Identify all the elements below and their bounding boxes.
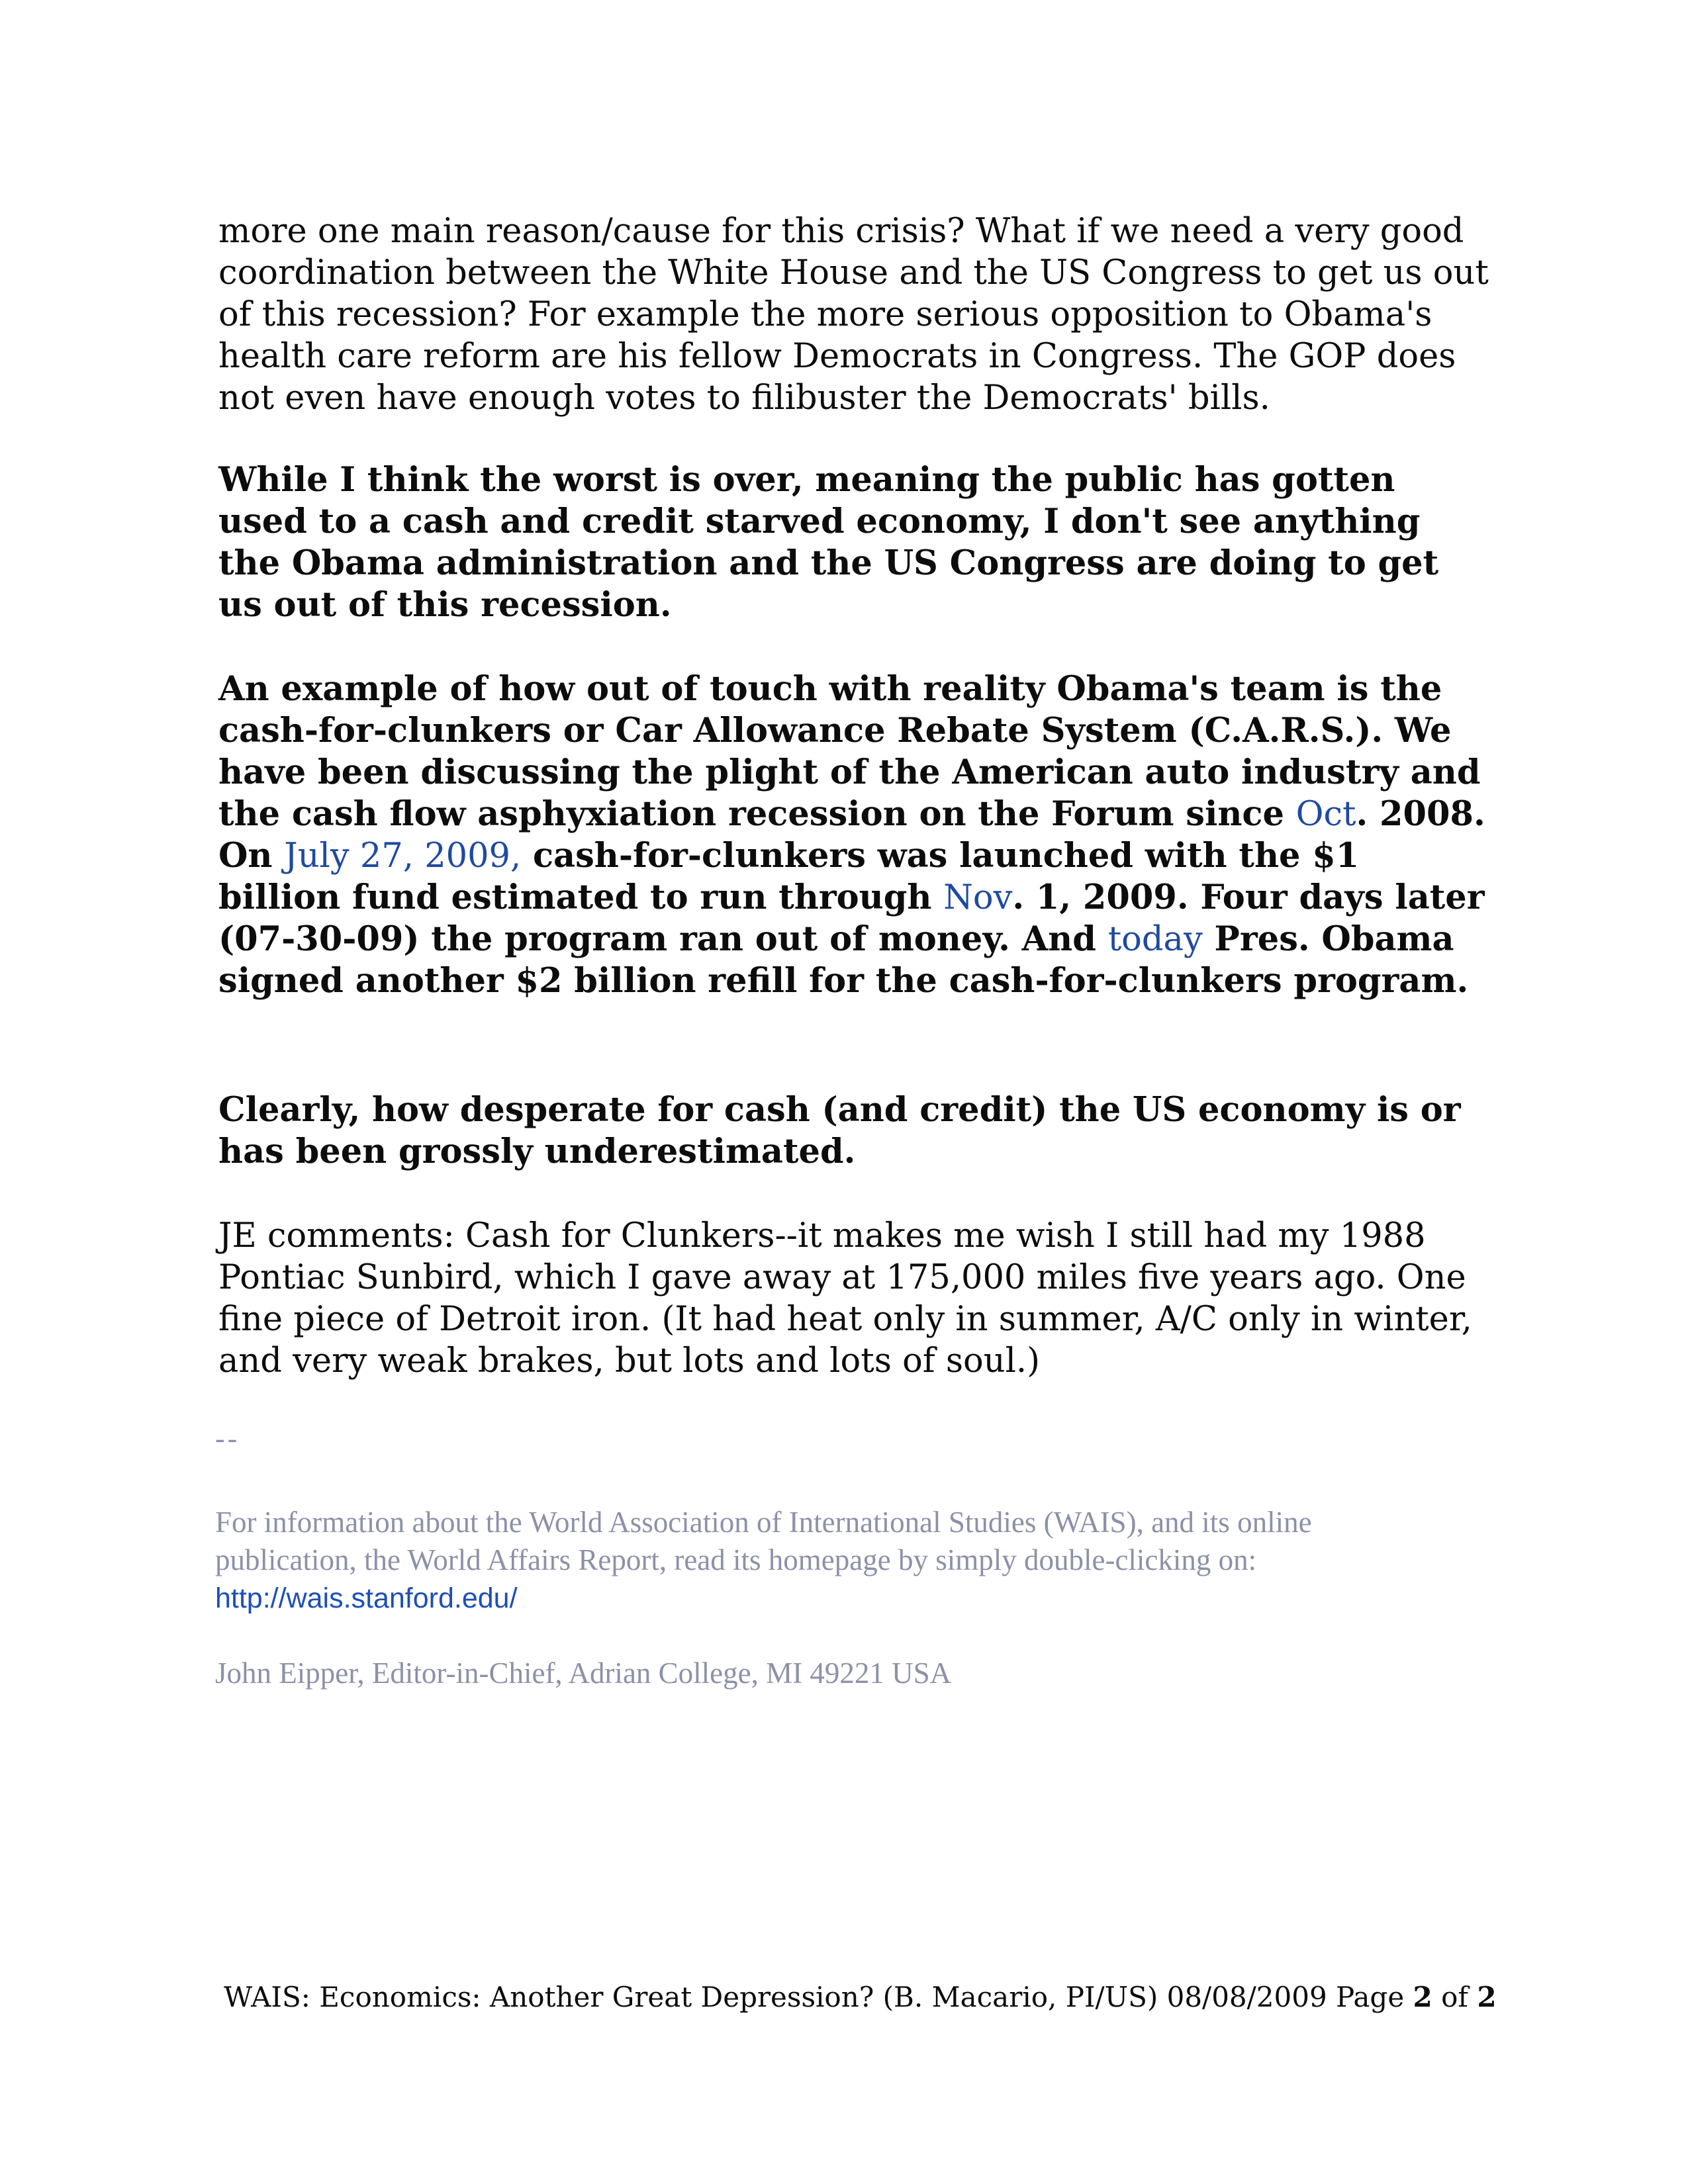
cars-text-3: cash-for-clunkers was launched with the $1 billion fund estimated to run through [218, 836, 1360, 917]
cars-text-1: An example of how out of touch with reality Obama's team is the cash-for-clunkers or Car Allowance Rebate System (C.A.R.S.). We have been discussing the plight of the American auto industry and the cash flow asphyxiation recession on the Forum since [218, 669, 1481, 834]
running-footer-text: WAIS: Economics: Another Great Depression? (B. Macario, PI/US) 08/08/2009 Page [224, 1981, 1413, 2013]
paragraph-opening: more one main reason/cause for this crisis? What if we need a very good coordination between the White House and the US Congress to get us out of this recession? For example the more serious opposition to Obama's health care reform are his fellow Democrats in Congress. The GOP does not even have enough votes to filibuster the Democrats' bills. [218, 212, 1489, 418]
running-footer [224, 1979, 1548, 2016]
paragraph-je-comments: JE comments: Cash for Clunkers--it makes me wish I still had my 1988 Pontiac Sunbird, which I gave away at 175,000 miles five years ago. One fine piece of Detroit iron. (It had heat only in summer, A/C only in winter, and very weak brakes, but lots and lots of soul.) [218, 1216, 1472, 1381]
wais-homepage-link[interactable]: http://wais.stanford.edu/ [215, 1582, 518, 1614]
paragraph-cash-for-clunkers [218, 668, 1489, 1002]
editor-line: John Eipper, Editor-in-Chief, Adrian College, MI 49221 USA [215, 1657, 952, 1690]
cars-text-2: . 2008. On [218, 794, 1485, 876]
page-current: 2 [1413, 1981, 1432, 2013]
paragraph-worst-is-over: While I think the worst is over, meaning the public has gotten used to a cash and credit starved economy, I don't see anything the Obama administration and the US Congress are doing to get us out of this recession. [218, 460, 1439, 625]
paragraph-clearly: Clearly, how desperate for cash (and credit) the US economy is or has been grossly underestimated. [218, 1090, 1461, 1171]
highlight-oct: Oct [1295, 795, 1356, 834]
page-total: 2 [1477, 1981, 1497, 2013]
wais-info-text: For information about the World Association of International Studies (WAIS), and its online publication, the World Affairs Report, read its homepage by simply double-clicking on: [215, 1506, 1312, 1576]
signature-separator: -- [215, 1422, 240, 1455]
wais-info-paragraph [215, 1504, 1407, 1617]
highlight-july-27-2009: July 27, 2009, [284, 837, 522, 876]
cars-text-4: . 1, 2009. Four days later (07-30-09) the program ran out of money. And [218, 878, 1485, 959]
page-of-label: of [1432, 1981, 1477, 2013]
cars-text-5: Pres. Obama signed another $2 billion refill for the cash-for-clunkers program. [218, 919, 1469, 1001]
highlight-today: today [1107, 920, 1203, 959]
highlight-nov: Nov [943, 878, 1013, 917]
